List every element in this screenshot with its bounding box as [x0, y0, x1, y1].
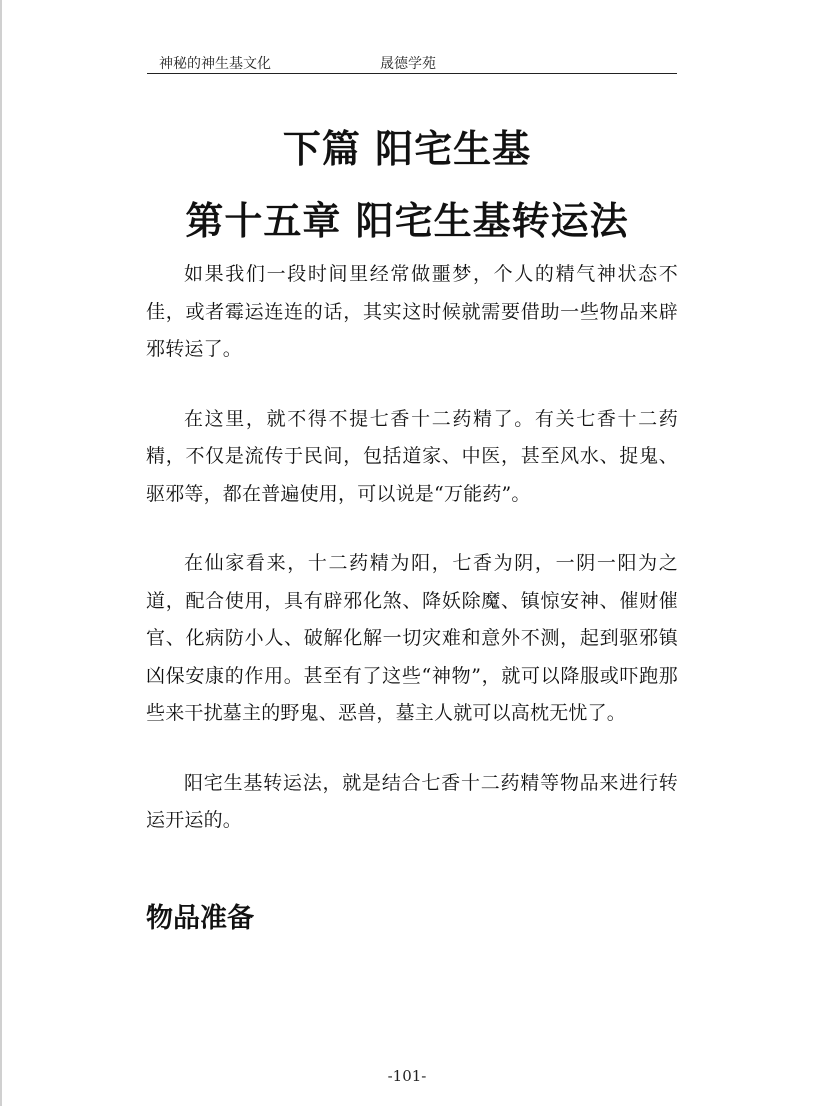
header-divider [147, 73, 677, 74]
chapter-title: 第十五章 阳宅生基转运法 [185, 198, 629, 243]
header-book-title: 神秘的神生基文化 [159, 56, 271, 72]
paragraph: 在仙家看来，十二药精为阳，七香为阴，一阴一阳为之道，配合使用，具有辟邪化煞、降妖除魔、镇惊安神、催财催官、化病防小人、破解化解一切灾难和意外不测，起到驱邪镇凶保安康的作用。甚至有了这些“神物”，就可以降服或吓跑那些来干扰墓主的野鬼、恶兽，墓主人就可以高枕无忧了。 [146, 552, 678, 724]
section-heading: 物品准备 [146, 903, 254, 934]
paragraph: 如果我们一段时间里经常做噩梦，个人的精气神状态不佳，或者霉运连连的话，其实这时候就需要借助一些物品来辟邪转运了。 [146, 263, 678, 360]
body-text [146, 256, 678, 872]
page-number: -101- [387, 1067, 427, 1085]
header-publisher: 晟德学苑 [380, 56, 436, 72]
paragraph: 阳宅生基转运法，就是结合七香十二药精等物品来进行转运开运的。 [146, 771, 678, 831]
paragraph: 在这里，就不得不提七香十二药精了。有关七香十二药精，不仅是流传于民间，包括道家、中医，甚至风水、捉鬼、驱邪等，都在普遍使用，可以说是“万能药”。 [146, 407, 678, 505]
part-title: 下篇 阳宅生基 [282, 126, 532, 171]
running-header [147, 50, 677, 74]
